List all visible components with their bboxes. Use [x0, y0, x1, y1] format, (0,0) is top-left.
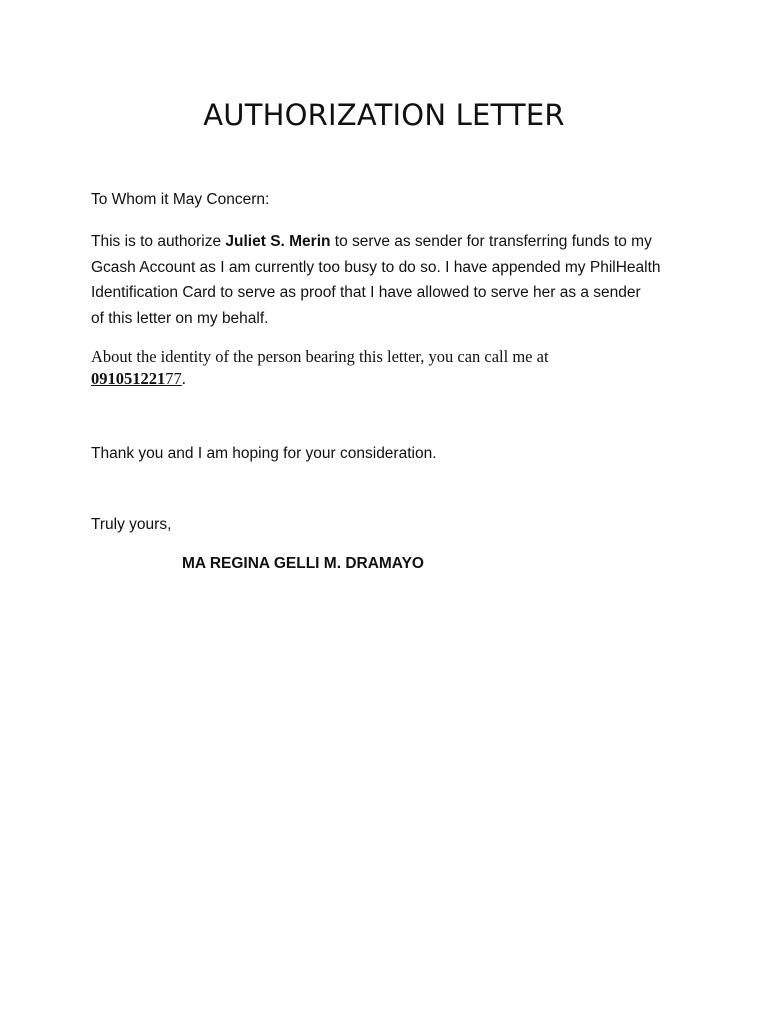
identity-paragraph: [91, 346, 711, 390]
phone-number-bold: 091051221: [91, 369, 166, 388]
phone-end-punct: .: [181, 369, 186, 388]
body-line-4: of this letter on my behalf.: [91, 309, 269, 327]
identity-text: About the identity of the person bearing this letter, you can call me at: [91, 347, 549, 366]
closing-line: Truly yours,: [91, 516, 172, 533]
letter-title: AUTHORIZATION LETTER: [203, 98, 565, 132]
thanks-line: Thank you and I am hoping for your consideration.: [91, 445, 437, 462]
body-line-1-suffix: to serve as sender for transferring funds to my: [330, 233, 652, 250]
body-line-2: Gcash Account as I am currently too busy to do so. I have appended my PhilHealth: [91, 258, 661, 276]
body-line-1: [91, 233, 652, 250]
phone-number-tail: 77: [165, 369, 182, 388]
salutation: To Whom it May Concern:: [91, 191, 270, 208]
signature-name: MA REGINA GELLI M. DRAMAYO: [182, 555, 424, 572]
body-paragraph: [91, 229, 691, 331]
body-line-3: Identification Card to serve as proof that I have allowed to serve her as a sender: [91, 284, 641, 301]
body-line-1-prefix: This is to authorize: [91, 233, 226, 250]
authorized-person-name: Juliet S. Merin: [225, 233, 331, 250]
